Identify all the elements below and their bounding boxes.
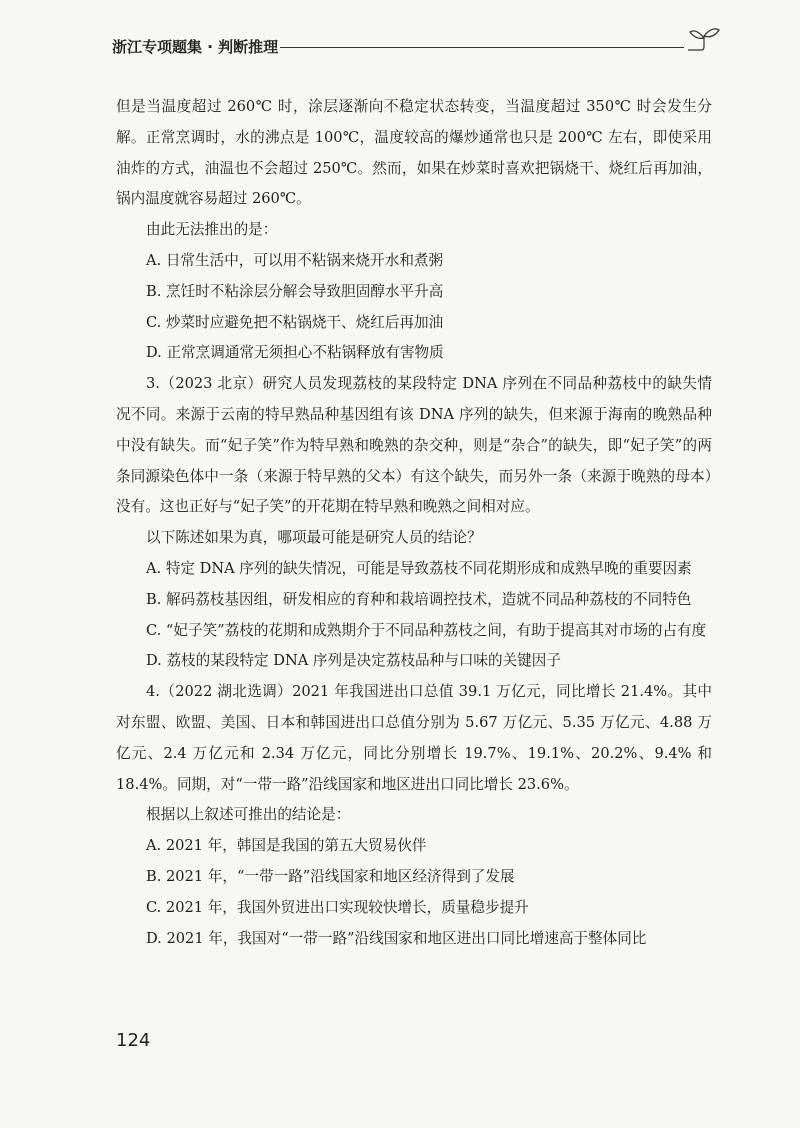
- sprout-icon: [686, 26, 722, 56]
- q2-option-a: A. 日常生活中，可以用不粘锅来烧开水和煮粥: [146, 251, 444, 269]
- q4-stem: 4.（2022 湖北选调）2021 年我国进出口总值 39.1 万亿元，同比增长 21.4%。其中对东盟、欧盟、美国、日本和韩国进出口总值分别为 5.67 万亿元、5.35 万亿元、4.88 万亿元、2.4 万亿元和 2.34 万亿元，同比分别增长 19.7%、19.1%、20.2%、9.4% 和 18.4%。同期，对“一带一路”沿线国家和地区进出口同比增长 23.6%。: [116, 683, 712, 793]
- q4-prompt: 根据以上叙述可推出的结论是：: [146, 806, 351, 824]
- page-header: [112, 34, 722, 58]
- q3-option-c: C. “妃子笑”荔枝的花期和成熟期介于不同品种荔枝之间，有助于提高其对市场的占有度: [146, 621, 707, 639]
- passage-continuation: 但是当温度超过 260℃ 时，涂层逐渐向不稳定状态转变，当温度超过 350℃ 时会发生分解。正常烹调时，水的沸点是 100℃，温度较高的爆炒通常也只是 200℃ 左右，即使采用油炸的方式，油温也不会超过 250℃。然而，如果在炒菜时喜欢把锅烧干、烧红后再加油，锅内温度就容易超过 260℃。: [116, 98, 712, 208]
- q3-stem: 3.（2023 北京）研究人员发现荔枝的某段特定 DNA 序列在不同品种荔枝中的缺失情况不同。来源于云南的特早熟品种基因组有该 DNA 序列的缺失，但来源于海南的晚熟品种中没有缺失。而“妃子笑”作为特早熟和晚熟的杂交种，则是“杂合”的缺失，即“妃子笑”的两条同源染色体中一条（来源于特早熟的父本）有这个缺失，而另外一条（来源于晚熟的母本）没有。这也正好与“妃子笑”的开花期在特早熟和晚熟之间相对应。: [116, 375, 712, 516]
- q2-option-c: C. 炒菜时应避免把不粘锅烧干、烧红后再加油: [146, 313, 444, 331]
- q2-option-d: D. 正常烹调通常无须担心不粘锅释放有害物质: [146, 344, 444, 362]
- q2-prompt: 由此无法推出的是：: [146, 221, 278, 239]
- q2-option-b: B. 烹饪时不粘涂层分解会导致胆固醇水平升高: [146, 282, 444, 300]
- q4-option-a: A. 2021 年，韩国是我国的第五大贸易伙伴: [146, 837, 427, 855]
- q3-option-b: B. 解码荔枝基因组，研发相应的育种和栽培调控技术，造就不同品种荔枝的不同特色: [146, 590, 692, 608]
- q3-prompt: 以下陈述如果为真，哪项最可能是研究人员的结论？: [146, 529, 482, 547]
- page-content: [116, 92, 712, 954]
- q4-option-b: B. 2021 年，“一带一路”沿线国家和地区经济得到了发展: [146, 867, 515, 885]
- q3-option-a: A. 特定 DNA 序列的缺失情况，可能是导致荔枝不同花期形成和成熟早晚的重要因素: [146, 559, 692, 577]
- header-title: 浙江专项题集 · 判断推理: [112, 38, 279, 56]
- header-rule: [280, 47, 684, 48]
- q3-option-d: D. 荔枝的某段特定 DNA 序列是决定荔枝品种与口味的关键因子: [146, 652, 561, 670]
- q4-option-c: C. 2021 年，我国外贸进出口实现较快增长，质量稳步提升: [146, 898, 529, 916]
- q4-option-d: D. 2021 年，我国对“一带一路”沿线国家和地区进出口同比增速高于整体同比: [146, 929, 647, 947]
- page-number: 124: [116, 1030, 151, 1051]
